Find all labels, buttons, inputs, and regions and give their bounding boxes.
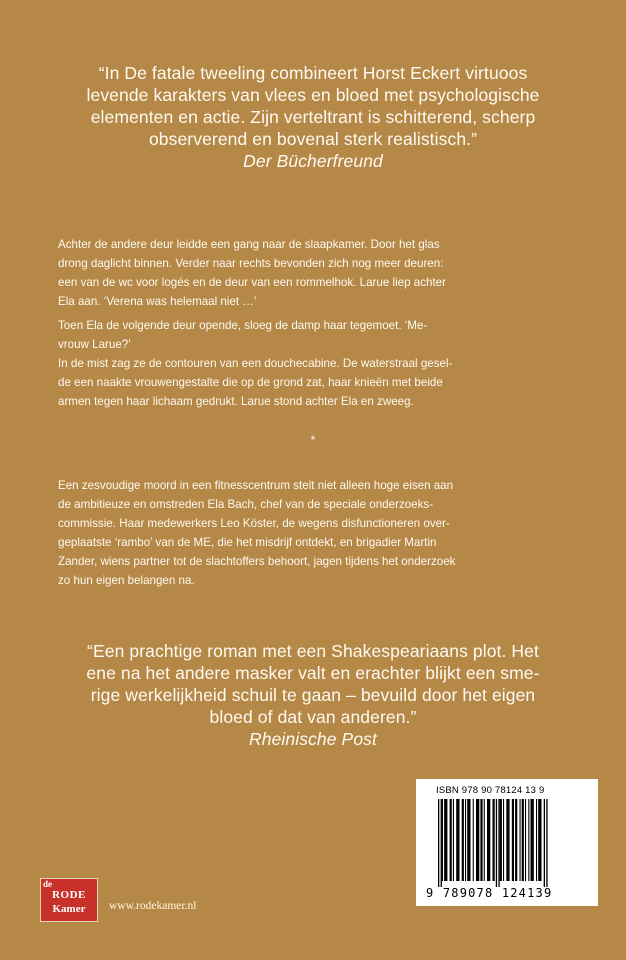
- barcode-bar: [450, 799, 452, 881]
- barcode-bar: [442, 799, 443, 881]
- quote-line: “In De fatale tweeling combineert Horst Eckert virtuoos: [98, 63, 528, 83]
- logo-text-kamer: Kamer: [52, 903, 86, 915]
- barcode-guard-bar: [498, 799, 499, 887]
- barcode-bar: [503, 799, 504, 881]
- bottom-review-quote: [40, 640, 586, 750]
- excerpt-paragraph-1: [58, 235, 578, 311]
- barcode-bar: [531, 799, 534, 881]
- top-review-quote: [40, 62, 586, 172]
- text-line: drong daglicht binnen. Verder naar rechts bevonden zich nog meer deuren:: [58, 257, 444, 270]
- barcode-bar: [536, 799, 537, 881]
- barcode-bar: [522, 799, 524, 881]
- barcode-bars: [436, 799, 586, 887]
- barcode-bar: [476, 799, 479, 881]
- barcode-bar: [515, 799, 517, 881]
- summary-paragraph: [58, 476, 578, 590]
- barcode-bar: [467, 799, 470, 881]
- barcode-guard-bar: [438, 799, 439, 887]
- barcode-bar: [465, 799, 466, 881]
- text-line: Toen Ela de volgende deur opende, sloeg de damp haar tegemoet. ‘Me-: [58, 319, 428, 332]
- barcode-bar: [512, 799, 514, 881]
- text-line: Zander, wiens partner tot de slachtoffers behoort, jagen tijdens het onderzoek: [58, 555, 456, 568]
- barcode-bar: [506, 799, 509, 881]
- barcode-bar: [480, 799, 482, 881]
- barcode-bar: [500, 799, 502, 881]
- barcode-bar: [473, 799, 474, 881]
- isbn-barcode: [416, 779, 598, 906]
- barcode-digits: 9 789078 124139: [426, 886, 553, 900]
- text-line: Ela aan. ‘Verena was helemaal niet …’: [58, 295, 257, 308]
- text-line: de een naakte vrouwengestalte die op de grond zat, haar knieën met beide: [58, 376, 443, 389]
- text-line: zo hun eigen belangen na.: [58, 574, 195, 587]
- quote-line: levende karakters van vlees en bloed met psychologische: [86, 85, 540, 105]
- barcode-bar: [484, 799, 485, 881]
- text-line: vrouw Larue?’: [58, 338, 131, 351]
- barcode-bar: [487, 799, 490, 881]
- barcode-bar: [528, 799, 529, 881]
- quote-line: bloed of dat van anderen.”: [209, 707, 417, 727]
- text-line: In de mist zag ze de contouren van een douchecabine. De waterstraal gesel-: [58, 357, 453, 370]
- isbn-label: ISBN 978 90 78124 13 9: [436, 785, 545, 796]
- quote-line: observerend en bovenal sterk realistisch.”: [148, 129, 478, 149]
- barcode-guard-bar: [544, 799, 545, 887]
- text-line: een van de wc voor logés en de deur van een rommelhok. Larue liep achter: [58, 276, 446, 289]
- barcode-bar: [525, 799, 526, 881]
- barcode-bar: [520, 799, 521, 881]
- quote-source: Der Bücherfreund: [243, 151, 383, 171]
- barcode-bar: [453, 799, 454, 881]
- quote-line: rige werkelijkheid schuil te gaan – bevuild door het eigen: [90, 685, 536, 705]
- text-line: Een zesvoudige moord in een fitnesscentrum stelt niet alleen hoge eisen aan: [58, 479, 454, 492]
- barcode-guard-bar: [441, 799, 442, 887]
- text-line: Achter de andere deur leidde een gang naar de slaapkamer. Door het glas: [58, 238, 440, 251]
- text-line: geplaatste ‘rambo’ van de ME, die het misdrijf ontdekt, en brigadier Martin: [58, 536, 437, 549]
- barcode-guard-bar: [496, 799, 497, 887]
- text-line: armen tegen haar lichaam gedrukt. Larue stond achter Ela en zweeg.: [58, 395, 414, 408]
- publisher-website[interactable]: www.rodekamer.nl: [109, 900, 197, 912]
- section-separator: *: [310, 433, 316, 447]
- barcode-bar: [444, 799, 447, 881]
- barcode-guard-bar: [546, 799, 547, 887]
- barcode-bar: [462, 799, 464, 881]
- text-line: de ambitieuze en omstreden Ela Bach, chef van de speciale onderzoeks-: [58, 498, 434, 511]
- text-line: commissie. Haar medewerkers Leo Köster, de wegens disfunctioneren over-: [58, 517, 450, 530]
- quote-source: Rheinische Post: [249, 729, 377, 749]
- barcode-bar: [493, 799, 495, 881]
- barcode-bar: [538, 799, 541, 881]
- quote-line: elementen en actie. Zijn verteltrant is schitterend, scherp: [90, 107, 536, 127]
- publisher-logo: [40, 878, 98, 922]
- logo-text-de: de: [43, 879, 52, 889]
- quote-line: ene na het andere masker valt en erachter blijkt een sme-: [86, 663, 540, 683]
- barcode-bar: [456, 799, 459, 881]
- logo-text-rode: RODE: [52, 889, 86, 901]
- quote-line: “Een prachtige roman met een Shakespeariaans plot. Het: [87, 641, 539, 661]
- excerpt-paragraph-2: [58, 316, 578, 411]
